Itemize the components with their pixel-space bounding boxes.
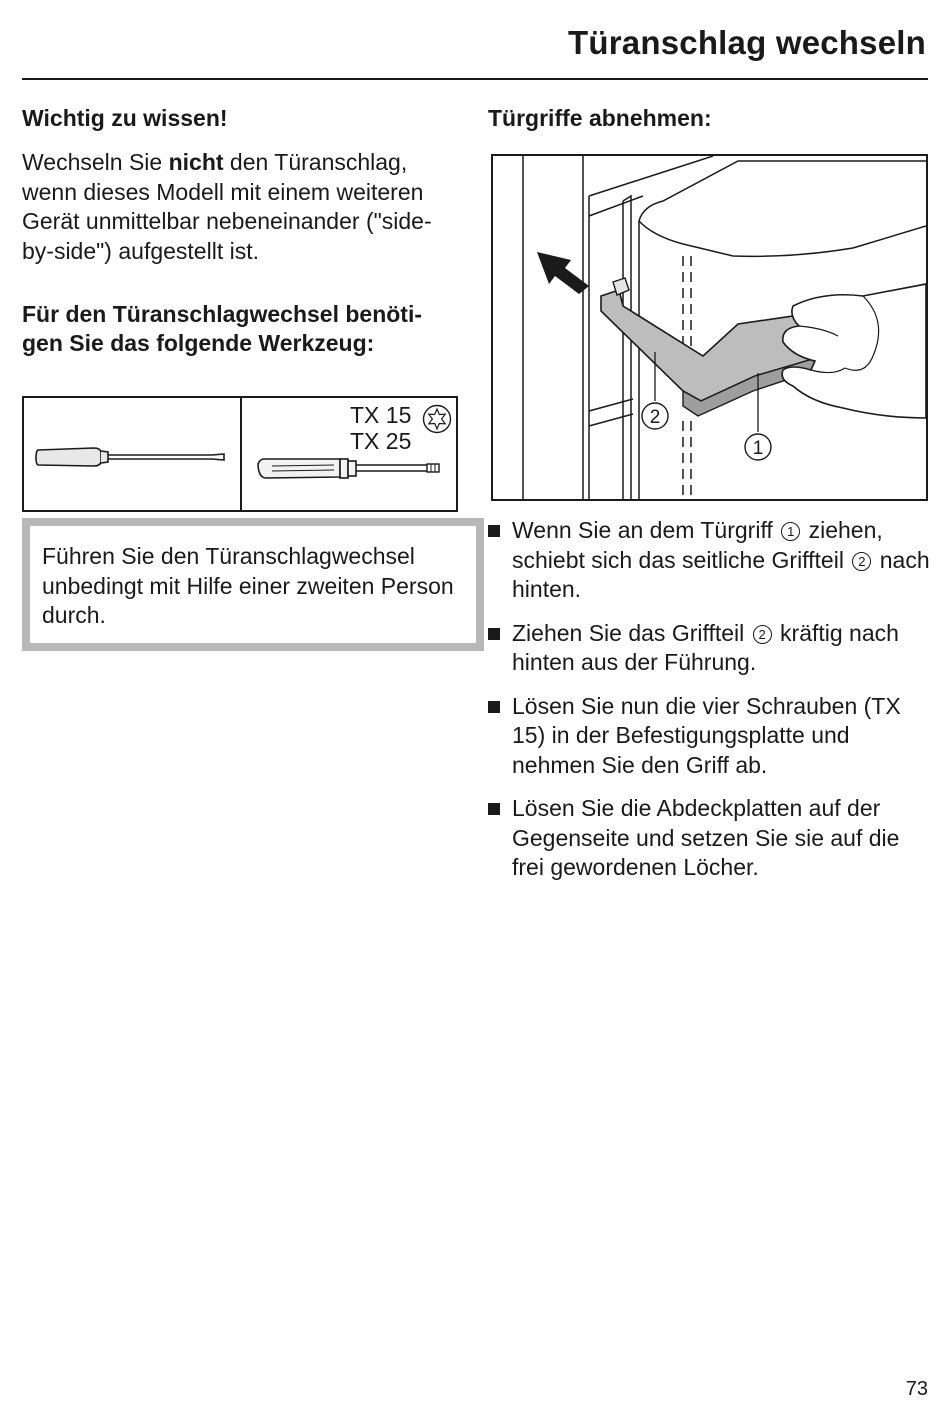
step-text: Wenn Sie an dem Türgriff — [512, 517, 780, 543]
instruction-step-2 — [488, 619, 933, 678]
flat-screwdriver-icon — [24, 398, 238, 506]
note-box: Führen Sie den Türanschlagwechsel unbedingt mit Hilfe einer zweiten Person durch. — [22, 518, 484, 651]
tools-table — [22, 396, 458, 512]
callout-1-label: 1 — [752, 438, 764, 459]
step-text: kräftig nach hinten aus der Führung. — [512, 619, 899, 675]
tools-heading: Für den Türanschlagwechsel benöti-gen Sie das folgende Werkzeug: — [22, 301, 423, 356]
callout-number-1: 1 — [781, 522, 800, 541]
instruction-step-3 — [488, 692, 933, 781]
instruction-list — [488, 516, 933, 897]
torx-size-tx25: TX 25 — [350, 428, 412, 454]
square-bullet-icon — [488, 628, 500, 640]
page-number: 73 — [905, 1378, 928, 1400]
torx-size-tx15: TX 15 — [350, 402, 412, 428]
square-bullet-icon — [488, 803, 500, 815]
page-title: Türanschlag wechseln — [568, 24, 926, 61]
tool-cell-flat-screwdriver — [24, 398, 242, 510]
step-text: Ziehen Sie das Griffteil — [512, 619, 751, 646]
left-column — [22, 104, 462, 628]
torx-star-icon — [422, 404, 452, 434]
callout-number-2: 2 — [753, 625, 772, 644]
header-divider — [22, 78, 928, 80]
intro-text-start: Wechseln Sie — [22, 149, 169, 175]
step-text: ziehen, schiebt sich das seitliche Griffteil — [512, 517, 883, 573]
intro-emphasis: nicht — [168, 149, 224, 175]
handles-heading: Türgriffe abnehmen: — [488, 105, 712, 131]
step-text: nach hinten. — [512, 546, 930, 602]
important-heading: Wichtig zu wissen! — [22, 105, 228, 131]
instruction-step-1 — [488, 516, 933, 605]
callout-2-label: 2 — [649, 407, 661, 428]
step-text: Lösen Sie nun die vier Schrauben (TX 15) in der Befestigungsplatte und nehmen Sie den Griff ab. — [512, 692, 901, 778]
instruction-step-4 — [488, 794, 933, 883]
intro-paragraph — [22, 148, 462, 266]
intro-text-end: den Türanschlag, wenn dieses Modell mit einem weiteren Gerät unmittelbar nebeneinander ("side-by-side") aufgestellt ist. — [22, 149, 432, 264]
callout-number-2: 2 — [852, 552, 871, 571]
tool-cell-torx-screwdriver — [242, 398, 456, 510]
square-bullet-icon — [488, 701, 500, 713]
step-text: Lösen Sie die Abdeckplatten auf der Gegenseite und setzen Sie sie auf die frei gewordenen Löcher. — [512, 795, 900, 880]
right-column — [488, 104, 930, 880]
door-handle-illustration — [493, 156, 926, 499]
handle-removal-figure — [491, 154, 928, 501]
torx-size-labels — [350, 402, 411, 454]
square-bullet-icon — [488, 525, 500, 537]
